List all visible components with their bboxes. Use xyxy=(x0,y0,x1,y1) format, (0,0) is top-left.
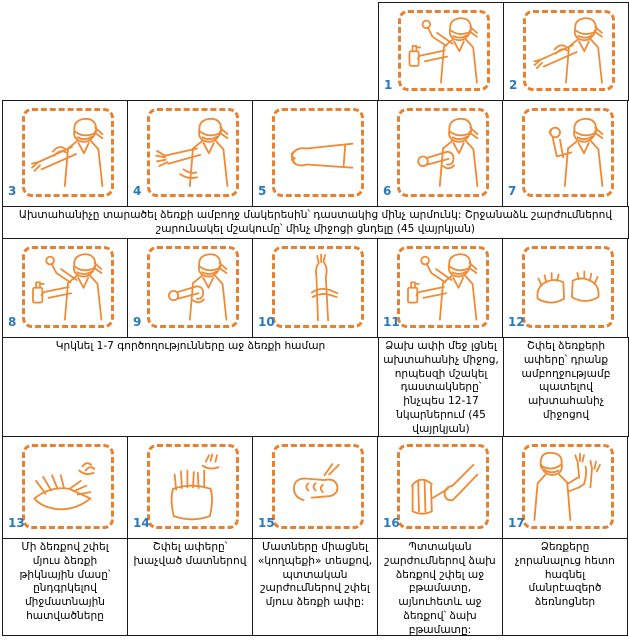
step-2-cell xyxy=(503,2,629,101)
step-16-number: 16 xyxy=(383,516,400,530)
row-steps-13-17 xyxy=(2,436,627,539)
caption-dry-and-gloves: Ձեռքերը չորանալուց հետո հագնել մանրէազերծ ձեռնոցներ xyxy=(502,538,628,636)
step-6-frame xyxy=(397,108,489,197)
raised-fist-icon xyxy=(528,114,608,191)
step-3-number: 3 xyxy=(8,184,17,198)
step-12-cell xyxy=(502,238,628,338)
caption-rub-crossed-fingers: Շփել ափերը՝ խաչված մատներով xyxy=(127,538,253,636)
rub-back-of-hand-icon xyxy=(28,450,108,523)
step-14-frame xyxy=(147,444,239,529)
step-4-cell xyxy=(127,100,253,207)
row-steps-1-2 xyxy=(2,2,627,101)
step-17-number: 17 xyxy=(508,516,525,530)
step-2-frame xyxy=(523,10,615,91)
caption-rub-back-of-hand: Մի ձեռքով շփել մյուս ձեռքի թիկնային մասը՝ ընդգրկելով միջմատնային հատվածները xyxy=(2,538,128,636)
step-1-number: 1 xyxy=(384,78,393,92)
step-10-cell xyxy=(252,238,378,338)
rub-hands-front-icon xyxy=(153,252,233,322)
step-11-number: 11 xyxy=(383,315,400,329)
row-caption-repeat xyxy=(2,337,627,437)
step-1-cell xyxy=(378,2,504,101)
press-dispenser-with-elbow-icon xyxy=(28,252,108,322)
step-13-number: 13 xyxy=(8,516,25,530)
step-8-frame xyxy=(22,246,114,328)
step-1-frame xyxy=(398,10,490,91)
step-15-frame xyxy=(272,444,364,529)
step-2-number: 2 xyxy=(509,78,518,92)
step-11-frame xyxy=(397,246,489,328)
caption-interlock-fingers: Մատները միացնել «կողպեքի» տեսքով, պտտական շարժումներով շփել մյուս ձեռքի ափը: xyxy=(252,538,378,636)
rub-raised-arm-icon xyxy=(278,252,358,322)
rub-forearm-icon xyxy=(28,114,108,191)
rub-elbow-icon xyxy=(403,114,483,191)
step-16-frame xyxy=(397,444,489,529)
step-7-number: 7 xyxy=(508,184,517,198)
step-12-frame xyxy=(522,246,614,328)
step-6-cell xyxy=(377,100,503,207)
step-4-number: 4 xyxy=(133,184,142,198)
step-8-cell xyxy=(2,238,128,338)
spread-over-forearm-icon xyxy=(153,114,233,191)
row-steps-3-7 xyxy=(2,100,627,207)
caption-rub-thumbs: Պտտական շարժումներով ձախ ձեռքով շփել աջ բթամատը, այնուհետև աջ ձեռքով՝ ձախ բթամատը: xyxy=(377,538,503,636)
row-steps-8-12 xyxy=(2,238,627,338)
step-3-cell xyxy=(2,100,128,207)
step-15-number: 15 xyxy=(258,516,275,530)
caption-pour-left-palm: Ձախ ափի մեջ լցնել ախտահանիչ միջոց, որպեսզի մշակել դաստակները՝ ինչպես 12-17 նկարներում (45 վայրկյան) xyxy=(378,337,504,437)
empty-area xyxy=(2,2,378,101)
step-10-frame xyxy=(272,246,364,328)
press-dispenser-with-elbow-icon xyxy=(404,16,484,85)
step-11-cell xyxy=(377,238,503,338)
cupped-hands-icon xyxy=(528,252,608,322)
press-dispenser-with-elbow-icon xyxy=(403,252,483,322)
rub-forearm-icon xyxy=(529,16,609,85)
step-4-frame xyxy=(147,108,239,197)
fist-on-forearm-icon xyxy=(278,114,358,191)
row-captions-13-17 xyxy=(2,538,627,636)
caption-spread-disinfectant: Ախտահանիչը տարածել ձեռքի ամբողջ մակերեսին՝ դաստակից մինչ արմունկ: Շրջանաձև շարժումներով շարունակել մշակումը՝ մինչ միջոցի ցնդելը (45 վայրկյան) xyxy=(2,206,629,239)
row-caption-spread xyxy=(2,206,627,239)
caption-repeat-right-hand: Կրկնել 1-7 գործողությունները աջ ձեռքի համար xyxy=(2,337,379,437)
step-5-number: 5 xyxy=(258,184,267,198)
step-13-cell xyxy=(2,436,128,539)
step-13-frame xyxy=(22,444,114,529)
step-9-number: 9 xyxy=(133,315,142,329)
step-7-cell xyxy=(502,100,628,207)
rub-thumb-icon xyxy=(403,450,483,523)
step-9-cell xyxy=(127,238,253,338)
person-rubbing-palms-icon xyxy=(528,450,608,523)
step-14-cell xyxy=(127,436,253,539)
interlaced-fingers-icon xyxy=(153,450,233,523)
step-5-cell xyxy=(252,100,378,207)
locked-fingers-icon xyxy=(278,450,358,523)
step-16-cell xyxy=(377,436,503,539)
step-8-number: 8 xyxy=(8,315,17,329)
step-15-cell xyxy=(252,436,378,539)
step-5-frame xyxy=(272,108,364,197)
step-14-number: 14 xyxy=(133,516,150,530)
step-17-frame xyxy=(522,444,614,529)
step-3-frame xyxy=(22,108,114,197)
step-17-cell xyxy=(502,436,628,539)
step-7-frame xyxy=(522,108,614,197)
step-12-number: 12 xyxy=(508,315,525,329)
caption-rub-palms: Շփել ձեռքերի ափերը՝ դրանք ամբողջությամբ պատելով ախտահանիչ միջոցով xyxy=(503,337,629,437)
step-6-number: 6 xyxy=(383,184,392,198)
step-9-frame xyxy=(147,246,239,328)
step-10-number: 10 xyxy=(258,315,275,329)
